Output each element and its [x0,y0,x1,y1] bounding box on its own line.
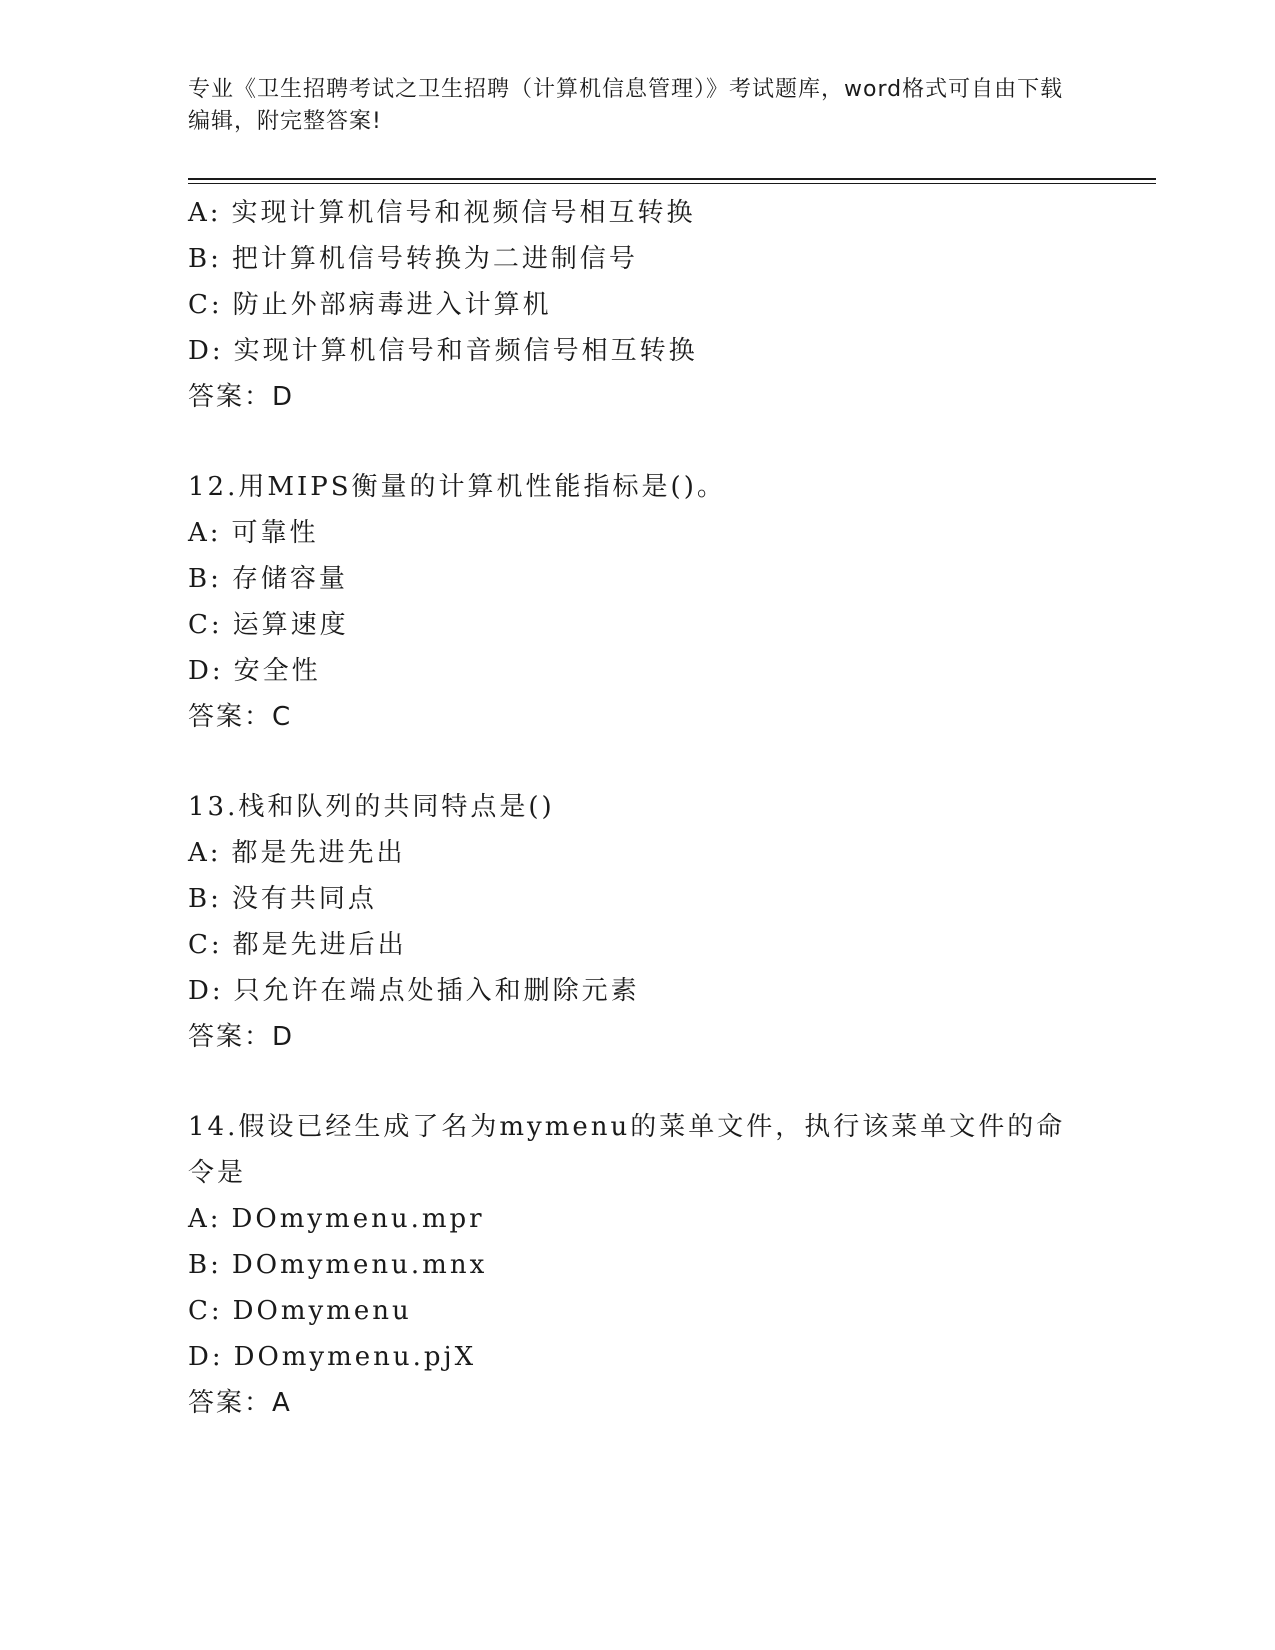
option-label: C: [188,610,223,640]
option-label: C: [188,1296,223,1326]
answer-line: 答案：D [188,1022,295,1052]
question-list [188,190,1088,1426]
option-text: DOmymenu [232,1296,412,1326]
option-text: 存储容量 [231,564,348,594]
option-text: 没有共同点 [231,884,377,914]
option-label: D: [188,976,224,1006]
option-text: DOmymenu.pjX [233,1342,477,1372]
option-d [188,648,1088,694]
question-11 [188,190,1088,420]
option-a [188,1196,1088,1242]
option-text: 把计算机信号转换为二进制信号 [231,244,638,274]
answer-line: 答案：C [188,702,293,732]
option-text: 都是先进先出 [231,838,406,868]
option-text: 防止外部病毒进入计算机 [232,290,552,320]
spacer [188,420,1088,464]
header-divider-thin [188,183,1156,184]
option-a [188,510,1088,556]
question-13 [188,784,1088,1060]
header-divider-thick [188,178,1156,180]
option-text: 都是先进后出 [232,930,407,960]
answer-line: 答案：A [188,1388,292,1418]
option-label: D: [188,656,224,686]
option-label: A: [188,518,222,548]
option-text: 运算速度 [232,610,349,640]
option-b [188,1242,1088,1288]
option-b [188,556,1088,602]
option-label: D: [188,336,224,366]
option-label: B: [188,884,222,914]
option-text: 实现计算机信号和音频信号相互转换 [233,336,698,366]
option-label: C: [188,290,223,320]
option-c [188,282,1088,328]
option-label: B: [188,564,222,594]
option-text: 安全性 [233,656,321,686]
option-d [188,328,1088,374]
spacer [188,740,1088,784]
question-text: 13.栈和队列的共同特点是() [188,792,555,822]
option-label: B: [188,1250,222,1280]
option-label: A: [188,1204,222,1234]
option-label: A: [188,838,222,868]
option-label: C: [188,930,223,960]
option-label: D: [188,1342,224,1372]
document-header: 专业《卫生招聘考试之卫生招聘（计算机信息管理）》考试题库，word格式可自由下载编辑，附完整答案! [188,77,1064,134]
option-c [188,602,1088,648]
option-b [188,876,1088,922]
spacer [188,1060,1088,1104]
option-label: B: [188,244,222,274]
option-b [188,236,1088,282]
option-label: A: [188,198,222,228]
option-d [188,1334,1088,1380]
option-c [188,922,1088,968]
option-text: 可靠性 [231,518,319,548]
question-12 [188,464,1088,740]
question-text: 12.用MIPS衡量的计算机性能指标是()。 [188,472,726,502]
answer-line: 答案：D [188,382,295,412]
option-d [188,968,1088,1014]
question-text: 14.假设已经生成了名为mymenu的菜单文件，执行该菜单文件的命令是 [188,1112,1066,1188]
option-text: 实现计算机信号和视频信号相互转换 [231,198,696,228]
option-text: DOmymenu.mnx [231,1250,488,1280]
option-a [188,830,1088,876]
option-text: DOmymenu.mpr [231,1204,485,1234]
question-14 [188,1104,1088,1426]
option-text: 只允许在端点处插入和删除元素 [233,976,640,1006]
option-a [188,190,1088,236]
option-c [188,1288,1088,1334]
